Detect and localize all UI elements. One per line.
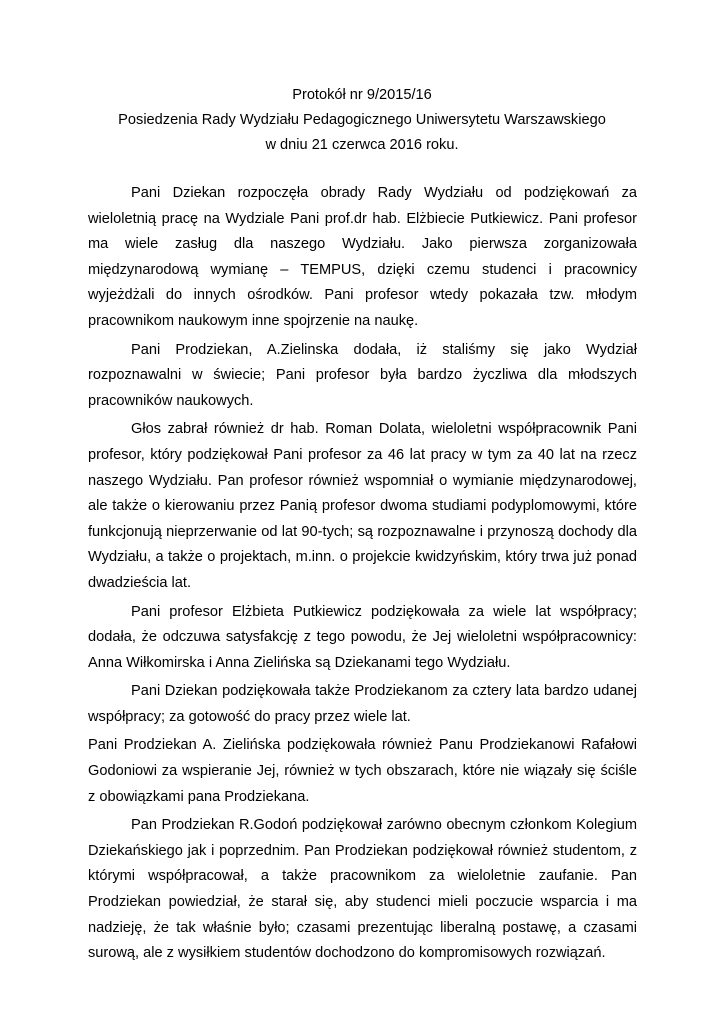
- document-body: [88, 181, 637, 967]
- paragraph-dean-thanks-vice-deans: Pani Dziekan podziękowała także Prodziekanom za cztery lata bardzo udanej współpracy; za gotowość do pracy przez wiele lat.: [88, 683, 637, 725]
- meeting-title: Posiedzenia Rady Wydziału Pedagogicznego Uniwersytetu Warszawskiego: [118, 112, 606, 128]
- paragraph-zielinska-thanks-godon: Pani Prodziekan A. Zielińska podziękowała również Panu Prodziekanowi Rafałowi Godoniowi za wspieranie Jej, również w tych obszarach, które nie wiązały się ściśle z obowiązkami pana Prodziekana.: [88, 737, 637, 805]
- paragraph-godon-thanks: Pan Prodziekan R.Godoń podziękował zarówno obecnym członkom Kolegium Dziekańskiego jak i poprzednim. Pan Prodziekan podziękował również studentom, z którymi współpracował, a także pracownikom za wieloletnie zaufanie. Pan Prodziekan powiedział, że starał się, aby studenci mieli poczucie wsparcia i ma nadzieję, że tak właśnie było; czasami prezentując liberalną postawę, a czasami surową, ale z wysiłkiem studentów dochodzono do kompromisowych rozwiązań.: [88, 817, 637, 962]
- paragraph-dolata: Głos zabrał również dr hab. Roman Dolata, wieloletni współpracownik Pani profesor, który podziękował Pani profesor za 46 lat pracy w tym za 40 lat na rzecz naszego Wydziału. Pan profesor również wspomniał o wymianie międzynarodowej, ale także o kierowaniu przez Panią profesor dwoma studiami podyplomowymi, które funkcjonują nieprzerwanie od lat 90-tych; są rozpoznawalne i przynoszą dochody dla Wydziału, a także o projektach, m.inn. o projekcie kwidzyńskim, który trwa już ponad dwadzieścia lat.: [88, 421, 637, 591]
- paragraph-putkiewicz-thanks: Pani profesor Elżbieta Putkiewicz podziękowała za wiele lat współpracy; dodała, że odczuwa satysfakcję z tego powodu, że Jej wieloletni współpracownicy: Anna Wiłkomirska i Anna Zielińska są Dziekanami tego Wydziału.: [88, 603, 637, 671]
- paragraph-vice-dean-zielinska: Pani Prodziekan, A.Zielinska dodała, iż staliśmy się jako Wydział rozpoznawalni w świecie; Pani profesor była bardzo życzliwa dla młodszych pracowników naukowych.: [88, 341, 637, 409]
- meeting-date: w dniu 21 czerwca 2016 roku.: [265, 137, 459, 153]
- protocol-number: Protokół nr 9/2015/16: [292, 87, 432, 103]
- paragraph-dean-opening: Pani Dziekan rozpoczęła obrady Rady Wydziału od podziękowań za wieloletnią pracę na Wydziale Pani prof.dr hab. Elżbiecie Putkiewicz. Pani profesor ma wiele zasług dla naszego Wydziału. Jako pierwsza zorganizowała międzynarodową wymianę – TEMPUS, dzięki czemu studenci i pracownicy wyjeżdżali do innych ośrodków. Pani profesor wtedy pokazała tzw. młodym pracownikom naukowym inne spojrzenie na naukę.: [88, 185, 637, 329]
